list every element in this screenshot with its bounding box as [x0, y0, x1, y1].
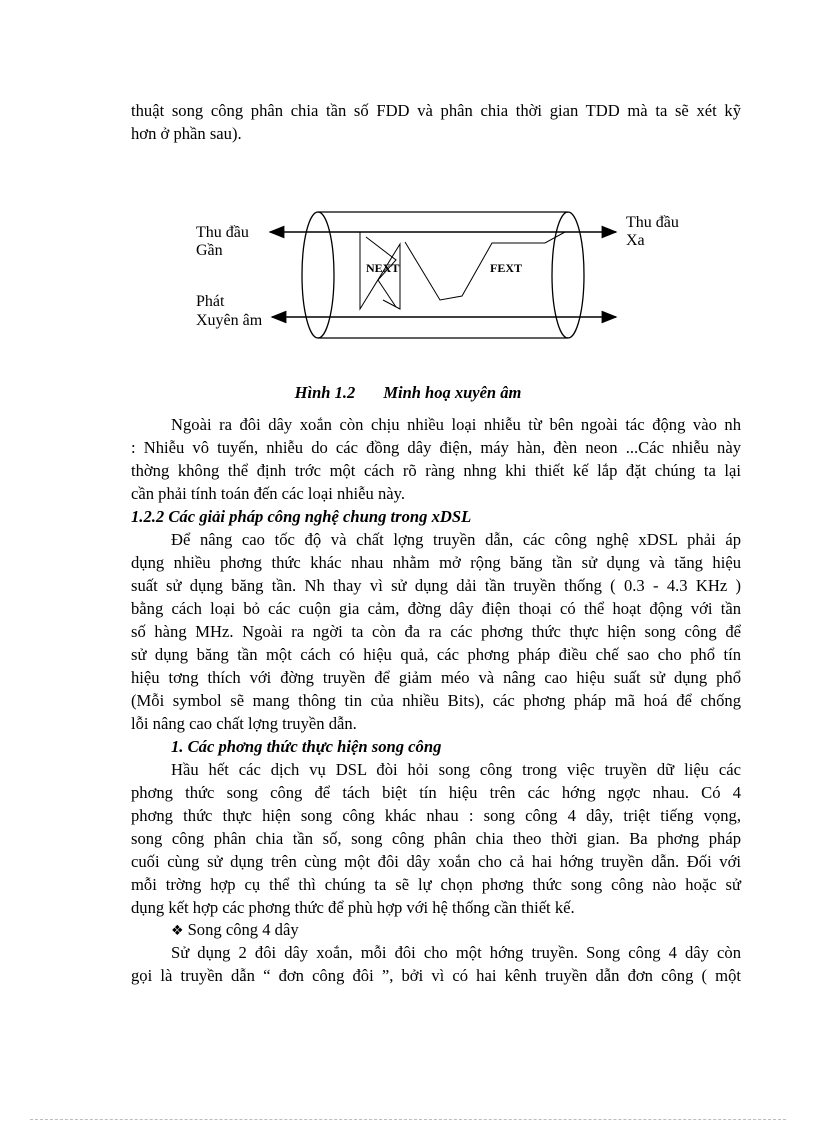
- fext-path: [405, 232, 565, 300]
- text-line: suất sử dụng băng tần. Nh thay vì sử dụng dải tần truyền thống ( 0.3 - 4.3 KHz ): [131, 576, 741, 595]
- text-line: Sử dụng 2 đôi dây xoắn, mỗi đôi cho một hớng truyền. Song công 4 dây còn: [171, 943, 741, 962]
- text-line: thờng không thể định trớc một cách rõ ràng nhng khi thiết kế lắp đặt chúng ta lại: [131, 461, 741, 480]
- intro-line: thuật song công phân chia tần số FDD và phân chia thời gian TDD mà ta sẽ xét kỹ: [131, 101, 741, 120]
- bullet-text: Song công 4 dây: [187, 920, 299, 939]
- text-line: Ngoài ra đôi dây xoắn còn chịu nhiều loại nhiễu từ bên ngoài tác động vào nh: [171, 415, 741, 434]
- text-line: phơng thức thực hiện song công khác nhau : song công 4 dây, triệt tiếng vọng,: [131, 806, 741, 825]
- text-line: lỗi nâng cao chất lợng truyền dẫn.: [131, 714, 357, 733]
- far-end-label: Xa: [626, 232, 645, 249]
- source-label: Phát: [196, 293, 225, 310]
- noise-paragraph: [131, 413, 741, 505]
- near-end-label: Gần: [196, 242, 223, 259]
- cable-cylinder: [302, 212, 584, 338]
- text-line: số hàng MHz. Ngoài ra ngời ta còn đa ra các phơng thức thực hiện song công để: [131, 622, 741, 641]
- text-line: (Mỗi symbol sẽ mang thông tin của nhiều Bits), các phơng pháp mã hoá để chống: [131, 691, 741, 710]
- text-line: gọi là truyền dẫn “ đơn công đôi ”, bởi vì có hai kênh truyền dẫn đơn công ( một: [131, 966, 741, 985]
- diamond-bullet-icon: ❖: [171, 923, 184, 939]
- text-line: cuối cùng sử dụng trên cùng một đôi dây xoắn cho cả hai hớng truyền dẫn. Đối với: [131, 852, 741, 871]
- far-end-label: Thu đầu: [626, 214, 679, 231]
- bullet-item: [131, 918, 781, 943]
- caption-number: Hình 1.2: [294, 383, 356, 402]
- text-line: Hầu hết các dịch vụ DSL đòi hỏi song công trong việc truyền dữ liệu các: [171, 760, 741, 779]
- solutions-paragraph: [131, 528, 741, 735]
- duplex-paragraph: [131, 758, 741, 919]
- text-line: sử dụng băng tần một cách có hiệu quả, các phơng pháp điều chế sao cho phổ tín: [131, 645, 741, 664]
- text-line: bằng cách loại bỏ các cuộn gia cảm, đờng dây điện thoại có thể hoạt động với tần: [131, 599, 741, 618]
- text-line: Để nâng cao tốc độ và chất lợng truyền dẫn, các công nghệ xDSL phải áp: [171, 530, 741, 549]
- section-heading: 1.2.2 Các giải pháp công nghệ chung trong xDSL: [131, 507, 472, 526]
- text-line: mỗi trờng hợp cụ thể thì chúng ta sẽ lự chọn phơng thức song công nào hoặc sử: [131, 875, 741, 894]
- fext-label: FEXT: [490, 261, 523, 275]
- text-line: cần phải tính toán đến các loại nhiễu này.: [131, 484, 405, 503]
- intro-paragraph: [131, 99, 741, 145]
- four-wire-paragraph: [131, 941, 741, 987]
- text-line: dụng nhiều phơng thức khác nhau nhằm mở rộng băng tần sử dụng và tăng hiệu: [131, 553, 741, 572]
- caption-title: Minh hoạ xuyên âm: [383, 383, 522, 402]
- source-label: Xuyên âm: [196, 312, 263, 329]
- text-line: : Nhiễu vô tuyến, nhiễu do các đồng dây điện, máy hàn, đèn neon ...Các nhiễu này: [131, 438, 741, 457]
- figure-caption: [0, 383, 816, 403]
- text-line: song công phân chia tần số, song công phân chia theo thời gian. Ba phơng pháp: [131, 829, 741, 848]
- text-line: dụng kết hợp các phơng thức để phù hợp với hệ thống cần thiết kế.: [131, 898, 575, 917]
- next-label: NEXT: [366, 261, 400, 275]
- text-line: phơng thức song công để tách biệt tín hiệu trên các hớng ngợc nhau. Có 4: [131, 783, 741, 802]
- crosstalk-figure: [0, 190, 816, 380]
- page-bottom-rule: [30, 1119, 786, 1120]
- near-end-label: Thu đầu: [196, 224, 249, 241]
- text-line: hiệu tơng thích với đờng truyền để giảm méo và nâng cao hiệu suất sử dụng phổ: [131, 668, 741, 687]
- intro-line: hơn ở phần sau).: [131, 124, 242, 143]
- subheading: 1. Các phơng thức thực hiện song công: [171, 737, 442, 756]
